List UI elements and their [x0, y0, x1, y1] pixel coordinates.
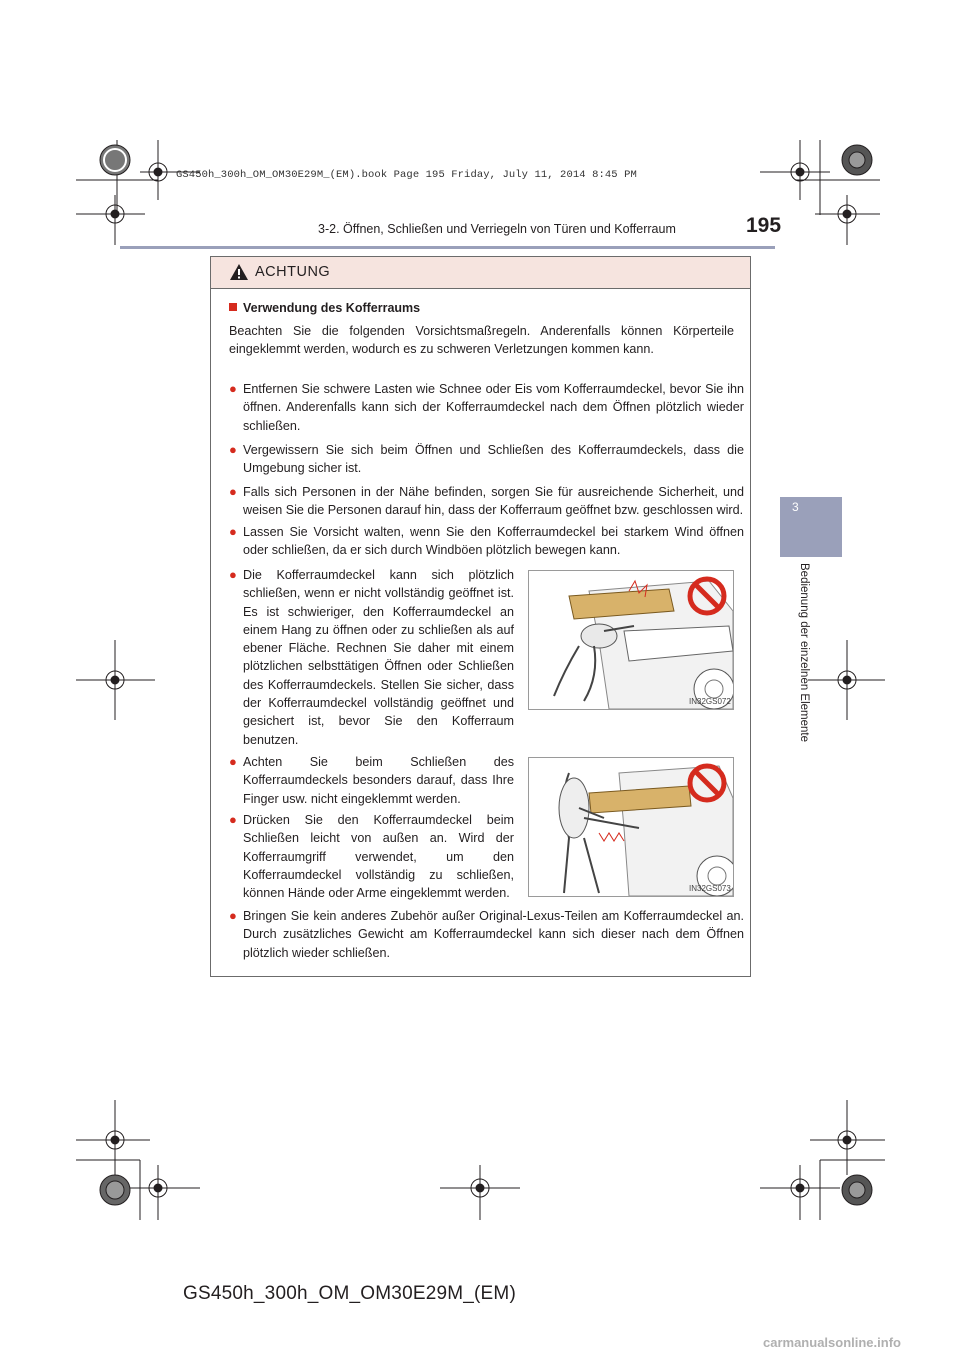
bullet-dot-icon: ● — [229, 754, 237, 769]
chapter-label-container — [797, 563, 811, 773]
bullet-item: ● Bringen Sie kein anderes Zubehör außer Original-Lexus-Teilen am Kofferraumdeckel an. Durch zusätzliches Gewicht am Kofferraumdeckel kann sich dieser nach dem Öffnen plötzlich wieder schließen. — [229, 908, 744, 960]
figure-code: IN32GS072 — [689, 697, 731, 706]
page-number: 195 — [746, 214, 782, 237]
bullet-dot-icon: ● — [229, 484, 237, 499]
bullet-dot-icon: ● — [229, 567, 237, 582]
bullet-dot-icon: ● — [229, 812, 237, 827]
header-rule — [120, 246, 775, 249]
section-title: 3-2. Öffnen, Schließen und Verriegeln von Türen und Kofferraum — [318, 222, 676, 236]
warning-triangle-icon — [229, 263, 249, 281]
figure-code: IN32GS073 — [689, 884, 731, 893]
bullet-item: ● Lassen Sie Vorsicht walten, wenn Sie den Kofferraumdeckel bei starkem Wind öffnen oder schließen, da er sich durch Windböen plötzlich bewegen kann. — [229, 524, 744, 558]
trunk-pinch-illustration — [529, 758, 733, 896]
document-code-footer: GS450h_300h_OM_OM30E29M_(EM) — [183, 1283, 516, 1304]
bullet-item: ● Entfernen Sie schwere Lasten wie Schnee oder Eis vom Kofferraumdeckel, bevor Sie ihn öffnen. Anderenfalls kann sich der Kofferraumdeckel nach dem Öffnen plötzlich wieder schließen. — [229, 381, 744, 433]
bullet-item: ● Die Kofferraumdeckel kann sich plötzlich schließen, wenn er nicht vollständig geöffnet ist. Es ist schwieriger, den Kofferraumdeckel an einem Hang zu öffnen oder zu schließen als auf ebener Fläche. Rechnen Sie daher mit einem plötzlichen selbsttätigen Öffnen oder Schließen des Kofferraumdeckels. Stellen Sie sicher, dass der Kofferraumdeckel vollständig geöffnet und gesichert ist, bevor Sie den Kofferraum benutzen. — [229, 567, 514, 747]
chapter-number: 3 — [792, 500, 799, 514]
bullet-dot-icon: ● — [229, 442, 237, 457]
bullet-item: ● Falls sich Personen in der Nähe befinden, sorgen Sie für ausreichende Sicherheit, und weisen Sie die Personen darauf hin, dass der Kofferraum geöffnet bzw. geschlossen wird. — [229, 484, 744, 518]
illustration-trunk-lid-fingers — [528, 757, 734, 897]
chapter-label: Bedienung der einzelnen Elemente — [798, 563, 810, 743]
bullet-item: ● Vergewissern Sie sich beim Öffnen und Schließen des Kofferraumdeckels, dass die Umgebung sicher ist. — [229, 442, 744, 476]
print-info: GS450h_300h_OM_OM30E29M_(EM).book Page 195 Friday, July 11, 2014 8:45 PM — [176, 169, 637, 181]
bullet-item: ● Drücken Sie den Kofferraumdeckel beim Schließen leicht von außen an. Wird der Kofferraumgriff verwendet, um den Kofferraumdeckel vollständig zu schließen, können Hände oder Arme eingeklemmt werden. — [229, 812, 514, 901]
caution-box — [210, 256, 751, 977]
illustration-trunk-lid-snow — [528, 570, 734, 710]
caution-heading: Verwendung des Kofferraums — [229, 301, 420, 315]
bullet-item: ● Achten Sie beim Schließen des Kofferraumdeckels besonders darauf, dass Ihre Finger usw. nicht eingeklemmt werden. — [229, 754, 514, 806]
chapter-tab — [780, 497, 842, 557]
watermark: carmanualsonline.info — [763, 1335, 901, 1350]
bullet-dot-icon: ● — [229, 524, 237, 539]
caution-header — [211, 257, 750, 289]
square-bullet-icon — [229, 303, 237, 311]
trunk-closing-illustration — [529, 571, 733, 709]
bullet-dot-icon: ● — [229, 381, 237, 396]
bullet-dot-icon: ● — [229, 908, 237, 923]
caution-intro: Beachten Sie die folgenden Vorsichtsmaßregeln. Anderenfalls können Körperteile eingeklemmt werden, wodurch es zu schweren Verletzungen kommen kann. — [229, 324, 734, 357]
caution-title: ACHTUNG — [255, 264, 331, 280]
